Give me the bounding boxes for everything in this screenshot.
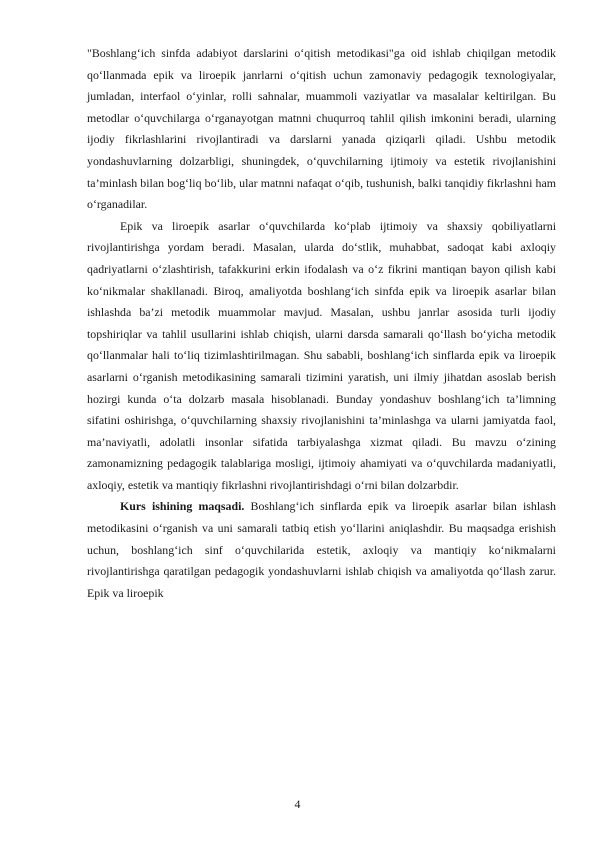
- paragraph-maqsad: [87, 496, 556, 604]
- paragraph-epik-liroepik-text: Epik va liroepik asarlar o‘quvchilarda ko‘plab ijtimoiy va shaxsiy qobiliyatlarni rivojlantirishga yordam beradi. Masalan, ularda do‘stlik, muhabbat, sadoqat kabi axloqiy qadriyatlarni o‘zlashtirish, tafakkurini erkin ifodalash va o‘z fikrini mantiqan bayon qilish kabi ko‘nikmalar shakllanadi. Biroq, amaliyotda boshlang‘ich sinfda epik va liroepik asarlar bilan ishlashda ba’zi metodik muammolar mavjud. Masalan, ushbu janrlar asosida turli ijodiy topshiriqlar va tahlil usullarini ishlab chiqish, ularni darsda samarali qo‘llash bo‘yicha metodik qo‘llanmalar hali to‘liq tizimlashtirilmagan. Shu sababli, boshlang‘ich sinflarda epik va liroepik asarlarni o‘rganish metodikasining samarali tizimini yaratish, uni ilmiy jihatdan asoslab berish hozirgi kunda o‘ta dolzarb masala hisoblanadi. Bunday yondashuv boshlang‘ich ta’limning sifatini oshirishga, o‘quvchilarning shaxsiy rivojlanishini ta’minlashga va ularni jamiyatda faol, ma’naviyatli, adolatli insonlar sifatida tarbiyalashga xizmat qiladi. Bu mavzu o‘zining zamonamizning pedagogik talablariga mosligi, ijtimoiy ahamiyati va o‘quvchilarda madaniyatli, axloqiy, estetik va mantiqiy fikrlashni rivojlantirishdagi o‘rni bilan dolzarbdir.: [87, 218, 556, 492]
- paragraph-maqsad-text: Boshlang‘ich sinflarda epik va liroepik asarlar bilan ishlash metodikasini o‘rganish va uni samarali tatbiq etish yo‘llarini aniqlashdir. Bu maqsadga erishish uchun, boshlang‘ich sinf o‘quvchilarida estetik, axloqiy va mantiqiy ko‘nikmalarni rivojlantirishga qaratilgan pedagogik yondashuvlarni ishlab chiqish va amaliyotda qo‘llash zarur. Epik va liroepik: [87, 499, 556, 600]
- paragraph-epik-liroepik: [87, 216, 556, 497]
- page-number: 4: [294, 797, 301, 811]
- paragraph-maqsad-heading: Kurs ishining maqsadi.: [120, 499, 245, 514]
- paragraph-intro-text: "Boshlang‘ich sinfda adabiyot darslarini o‘qitish metodikasi"ga oid ishlab chiqilgan metodik qo‘llanmada epik va liroepik janrlarni o‘qitish uchun zamonaviy pedagogik texnologiyalar, jumladan, interfaol o‘yinlar, rolli sahnalar, muammoli vaziyatlar va masalalar keltirilgan. Bu metodlar o‘quvchilarga o‘rganayotgan matnni chuqurroq tahlil qilish imkonini beradi, ularning ijodiy fikrlashlarini rivojlantiradi va darslarni yanada qiziqarli qiladi. Ushbu metodik yondashuvlarning dolzarbligi, shuningdek, o‘quvchilarning ijtimoiy va estetik rivojlanishini ta’minlash bilan bog‘liq bo‘lib, ular matnni nafaqat o‘qib, tushunish, balki tanqidiy fikrlashni ham o‘rganadilar.: [87, 46, 556, 212]
- page-body: [87, 43, 556, 604]
- paragraph-intro: [87, 43, 556, 216]
